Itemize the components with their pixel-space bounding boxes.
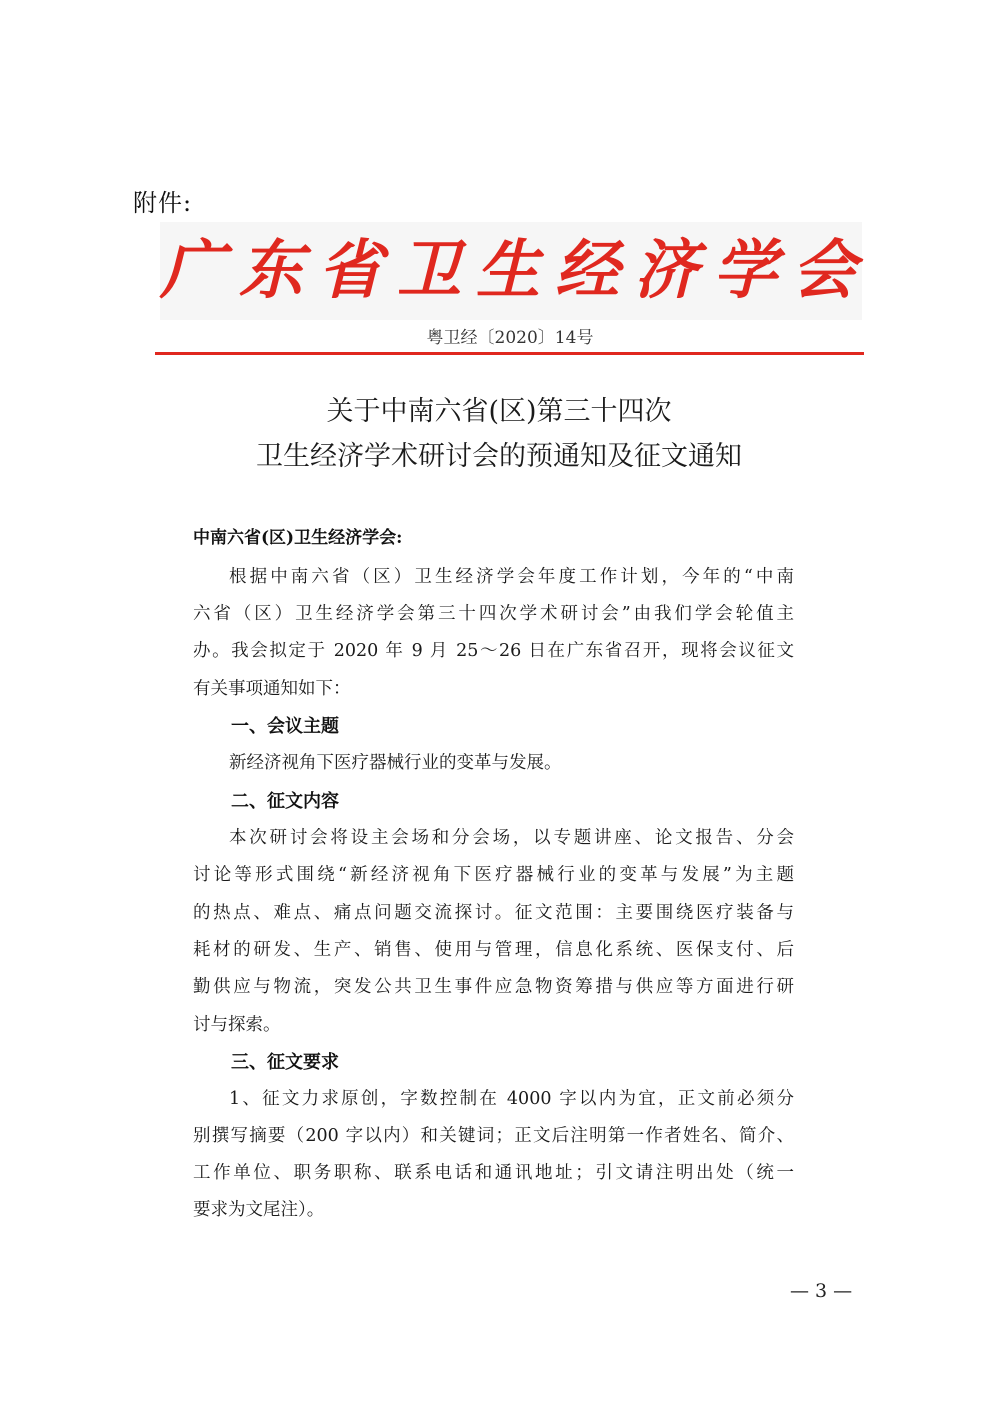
section-heading-theme: 一、会议主题 [231, 716, 339, 737]
section-content-line: 本次研讨会将设主会场和分会场，以专题讲座、论文报告、分会 [229, 828, 794, 848]
section-requirements-line: 1、征文力求原创，字数控制在 4000 字以内为宜，正文前必须分 [229, 1089, 794, 1109]
section-requirements-line: 要求为文尾注）。 [193, 1200, 325, 1220]
letterhead-org-name: 广东省卫生经济学会 [160, 233, 871, 308]
intro-line: 有关事项通知如下： [193, 679, 351, 699]
recipient: 中南六省(区)卫生经济学会: [193, 528, 403, 548]
section-content-line: 耗材的研发、生产、销售、使用与管理，信息化系统、医保支付、后 [193, 940, 794, 960]
section-theme-line: 新经济视角下医疗器械行业的变革与发展。 [229, 753, 562, 773]
intro-line: 根据中南六省（区）卫生经济学会年度工作计划，今年的“中南 [229, 567, 794, 587]
section-requirements-line: 别撰写摘要（200 字以内）和关键词；正文后注明第一作者姓名、简介、 [193, 1126, 794, 1146]
document-title-line-1: 关于中南六省(区)第三十四次 [326, 396, 672, 427]
page-number: — 3 — [790, 1280, 853, 1302]
document-number: 粤卫经〔2020〕14号 [426, 328, 594, 348]
section-content-line: 勤供应与物流，突发公共卫生事件应急物资筹措与供应等方面进行研 [193, 977, 794, 997]
intro-line: 六省（区）卫生经济学会第三十四次学术研讨会”由我们学会轮值主 [193, 604, 794, 624]
section-content-line: 的热点、难点、痛点问题交流探讨。征文范围：主要围绕医疗装备与 [193, 903, 794, 923]
section-requirements-line: 工作单位、职务职称、联系电话和通讯地址；引文请注明出处（统一 [193, 1163, 794, 1183]
section-content-line: 讨论等形式围绕“新经济视角下医疗器械行业的变革与发展”为主题 [193, 865, 794, 885]
letterhead-red-rule [155, 352, 864, 355]
section-heading-content: 二、征文内容 [231, 791, 339, 812]
document-title-line-2: 卫生经济学术研讨会的预通知及征文通知 [256, 441, 742, 472]
attachment-label: 附件: [133, 189, 193, 217]
section-heading-requirements: 三、征文要求 [231, 1052, 339, 1073]
letterhead-banner [160, 222, 871, 320]
section-content-line: 讨与探索。 [193, 1015, 281, 1035]
intro-line: 办。我会拟定于 2020 年 9 月 25～26 日在广东省召开，现将会议征文 [193, 641, 794, 661]
